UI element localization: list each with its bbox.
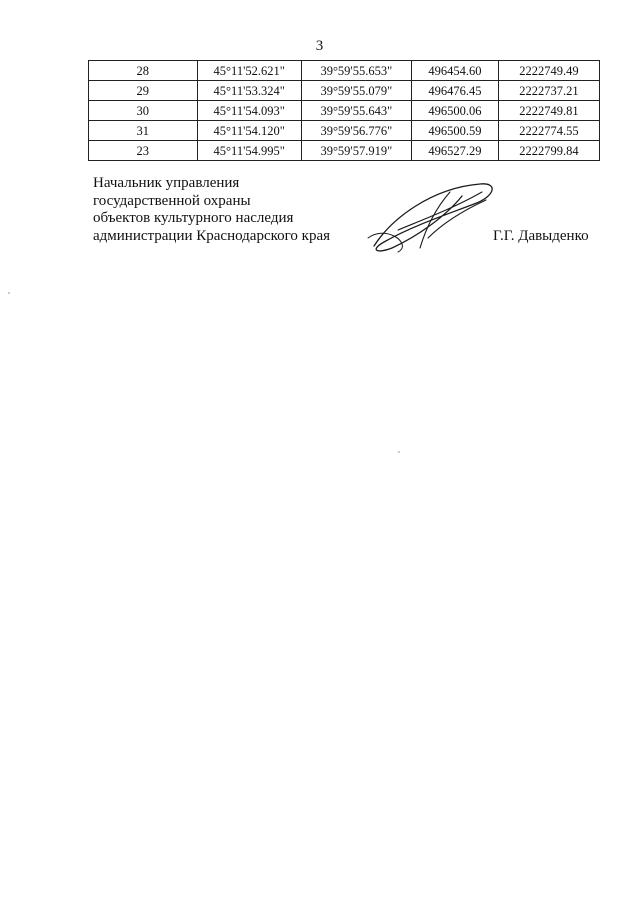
x-coordinate-cell: 496500.06	[411, 101, 498, 121]
scan-speck	[398, 451, 400, 453]
y-coordinate-cell: 2222774.55	[498, 121, 599, 141]
signatory-name: Г.Г. Давыденко	[493, 228, 589, 244]
y-coordinate-cell: 2222749.49	[498, 61, 599, 81]
table-row	[89, 121, 600, 141]
point-number-cell: 28	[89, 61, 198, 81]
signatory-title-line: Начальник управления	[93, 175, 240, 191]
table-row	[89, 81, 600, 101]
latitude-cell: 45°11'54.093"	[197, 101, 301, 121]
point-number-cell: 30	[89, 101, 198, 121]
x-coordinate-cell: 496500.59	[411, 121, 498, 141]
longitude-cell: 39°59'55.079"	[301, 81, 411, 101]
x-coordinate-cell: 496476.45	[411, 81, 498, 101]
y-coordinate-cell: 2222749.81	[498, 101, 599, 121]
longitude-cell: 39°59'57.919"	[301, 141, 411, 161]
latitude-cell: 45°11'54.995"	[197, 141, 301, 161]
scan-speck	[8, 292, 10, 294]
table-row	[89, 101, 600, 121]
coordinates-table-body	[89, 61, 600, 161]
y-coordinate-cell: 2222737.21	[498, 81, 599, 101]
page-number: 3	[315, 38, 324, 54]
handwritten-signature	[362, 178, 502, 256]
longitude-cell: 39°59'55.653"	[301, 61, 411, 81]
signatory-title-line: государственной охраны	[93, 192, 251, 209]
latitude-cell: 45°11'54.120"	[197, 121, 301, 141]
latitude-cell: 45°11'53.324"	[197, 81, 301, 101]
latitude-cell: 45°11'52.621"	[197, 61, 301, 81]
signatory-title	[93, 175, 330, 245]
signatory-title-line: администрации Краснодарского края	[93, 227, 331, 244]
longitude-cell: 39°59'56.776"	[301, 121, 411, 141]
coordinates-table	[88, 60, 600, 161]
x-coordinate-cell: 496454.60	[411, 61, 498, 81]
point-number-cell: 29	[89, 81, 198, 101]
table-row	[89, 141, 600, 161]
point-number-cell: 31	[89, 121, 198, 141]
y-coordinate-cell: 2222799.84	[498, 141, 599, 161]
longitude-cell: 39°59'55.643"	[301, 101, 411, 121]
table-row	[89, 61, 600, 81]
signatory-title-line: объектов культурного наследия	[93, 210, 294, 226]
x-coordinate-cell: 496527.29	[411, 141, 498, 161]
point-number-cell: 23	[89, 141, 198, 161]
